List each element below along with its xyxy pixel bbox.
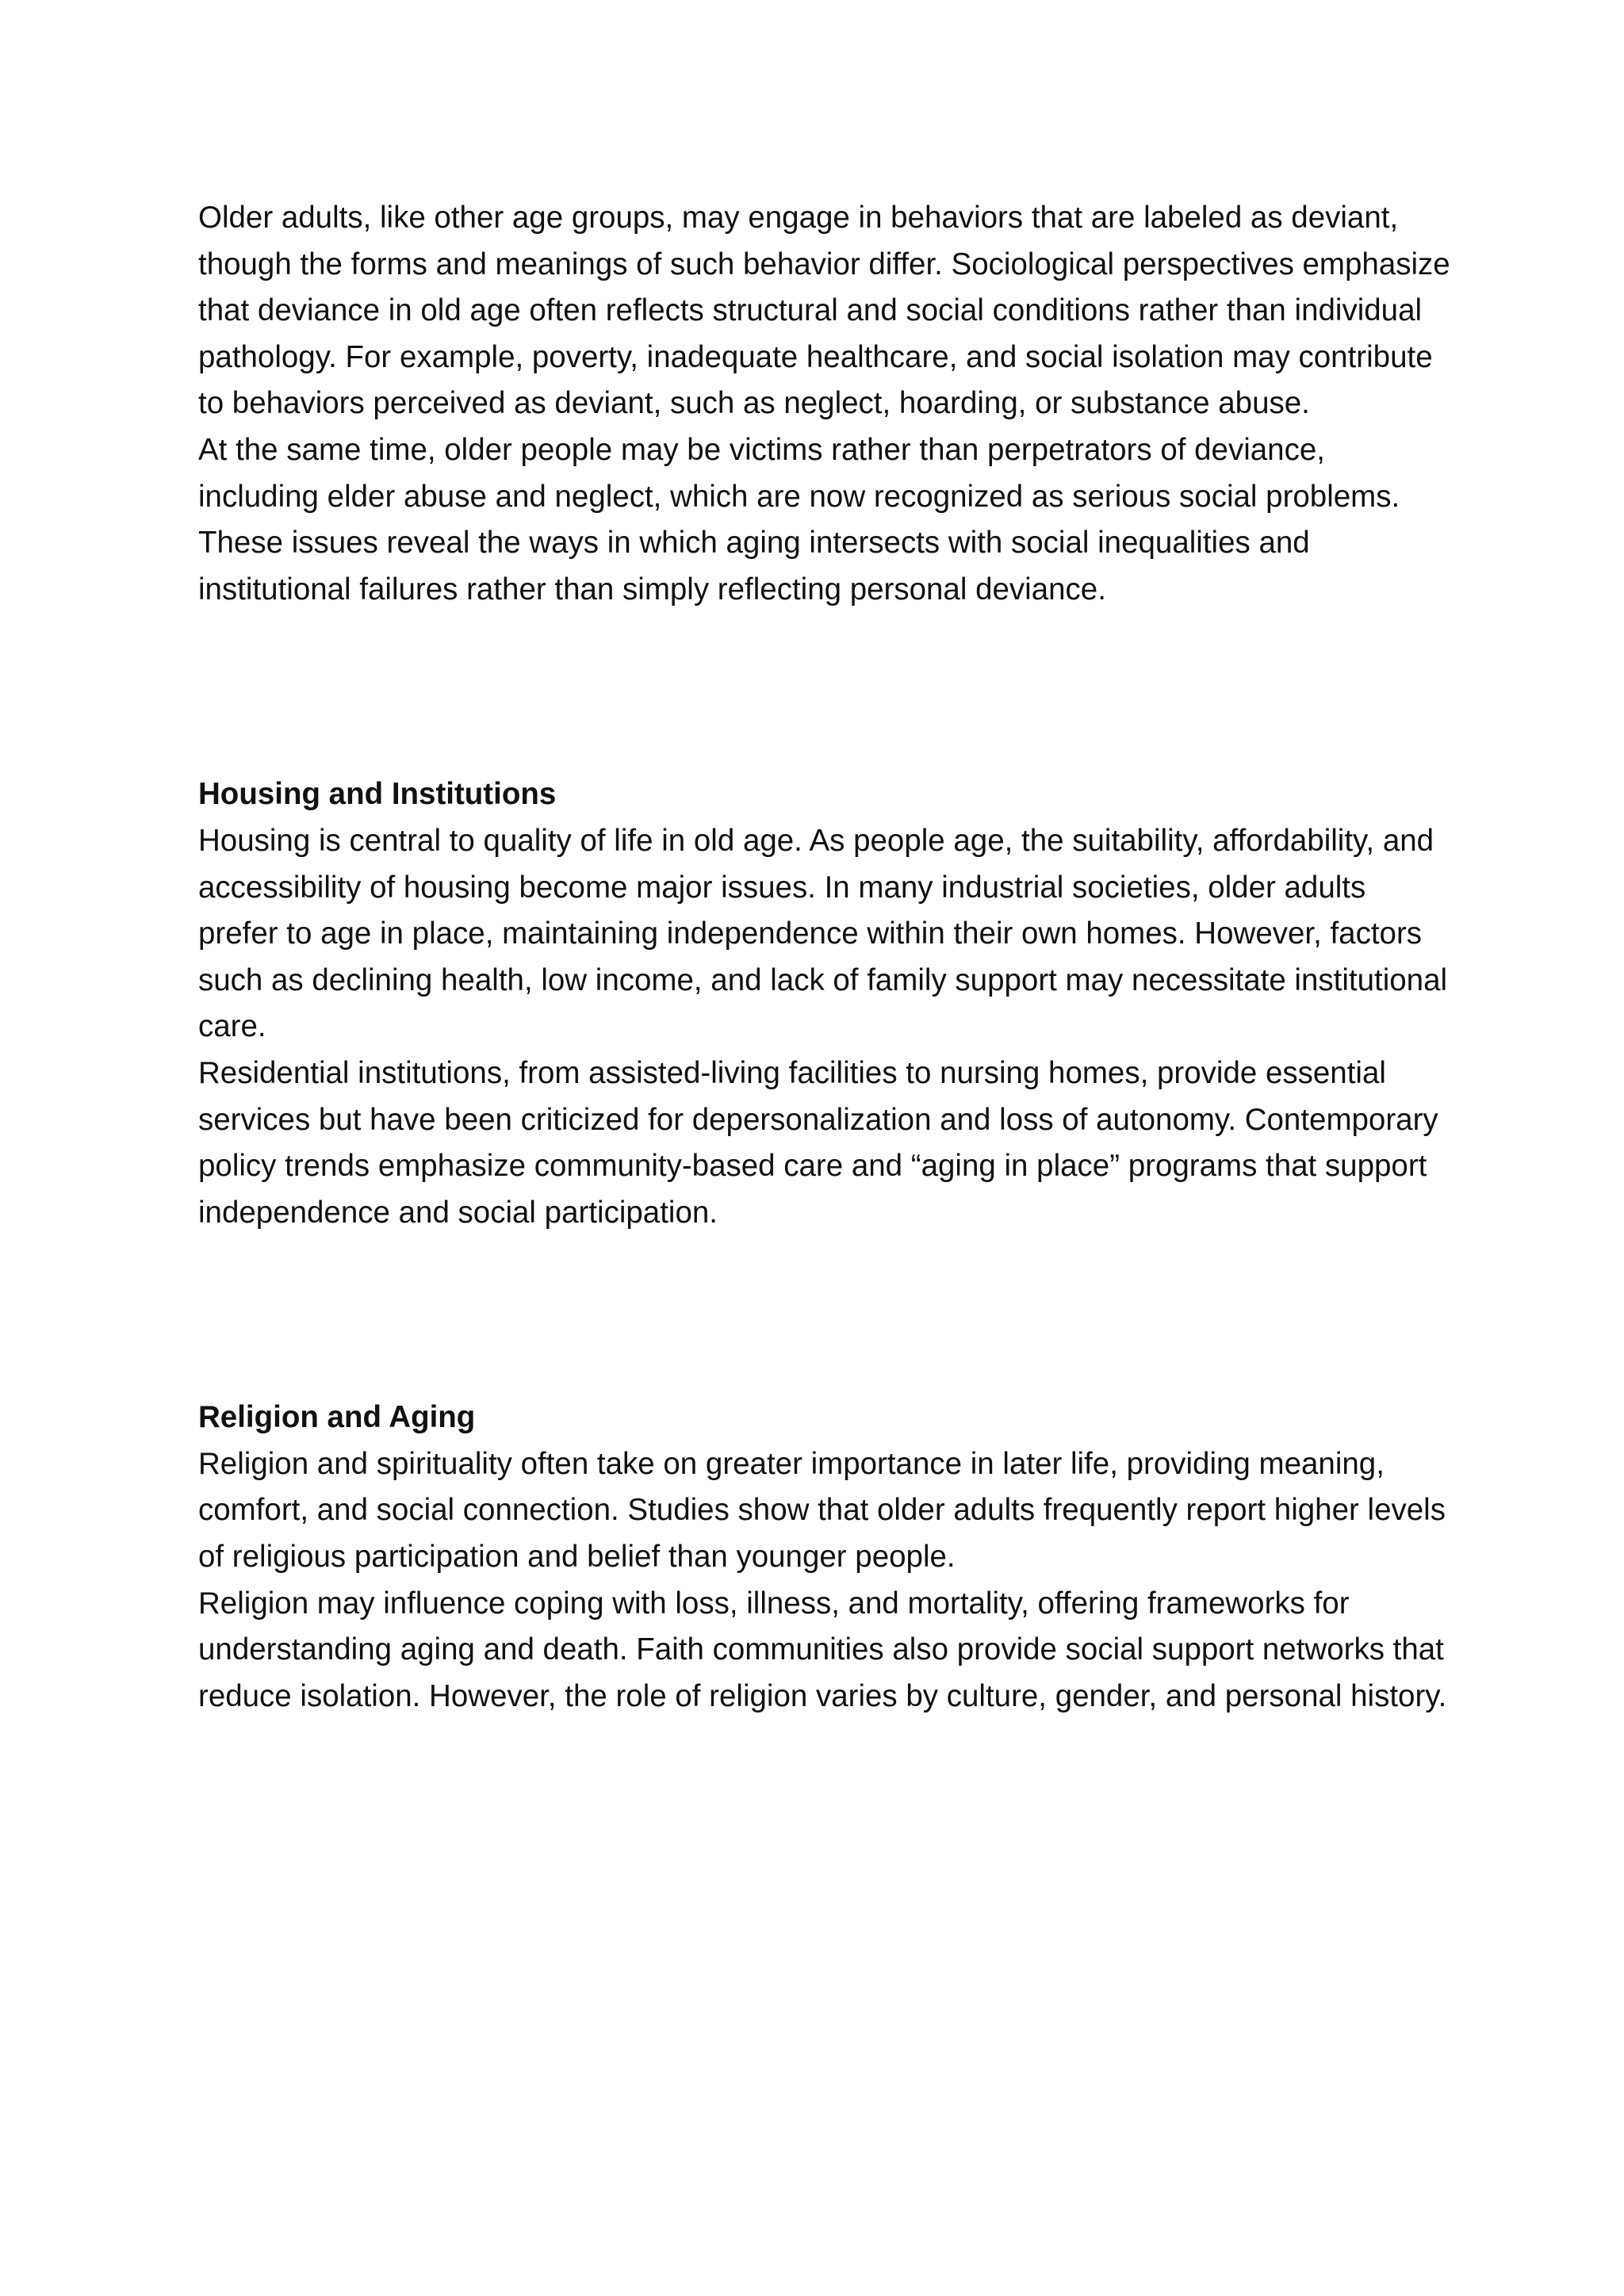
paragraph-religion-2: Religion may influence coping with loss, illness, and mortality, offering frameworks for understanding aging and death. Faith communities also provide social support networks that reduce isolation. However, the role of religion varies by culture, gender, and personal history. — [198, 1586, 1447, 1713]
heading-religion-and-aging: Religion and Aging — [198, 1400, 476, 1435]
paragraph-religion-1: Religion and spirituality often take on greater importance in later life, providing meaning, comfort, and social connection. Studies show that older adults frequently report higher levels of religious participation and belief than younger people. — [198, 1446, 1446, 1575]
paragraph-housing-2: Residential institutions, from assisted-living facilities to nursing homes, provide essential services but have been criticized for depersonalization and loss of autonomy. Contemporary policy trends emphasize community-based care and “aging in place” programs that support independence and social participation. — [198, 1055, 1438, 1230]
paragraph-deviance-2: At the same time, older people may be victims rather than perpetrators of deviance, including elder abuse and neglect, which are now recognized as serious social problems. These issues reveal the ways in which aging intersects with social inequalities and institutional failures rather than simply reflecting personal deviance. — [198, 432, 1400, 607]
paragraph-deviance-1: Older adults, like other age groups, may engage in behaviors that are labeled as deviant, though the forms and meanings of such behavior differ. Sociological perspectives emphasize that deviance in old age often reflects structural and social conditions rather than individual pathology. For example, poverty, inadequate healthcare, and social isolation may contribute to behaviors perceived as deviant, such as neglect, hoarding, or substance abuse. — [198, 201, 1450, 421]
paragraph-housing-1: Housing is central to quality of life in old age. As people age, the suitability, affordability, and accessibility of housing become major issues. In many industrial societies, older adults prefer to age in place, maintaining independence within their own homes. However, factors such as declining health, low income, and lack of family support may necessitate institutional care. — [198, 823, 1448, 1044]
heading-housing-and-institutions: Housing and Institutions — [198, 777, 557, 812]
document-body — [198, 195, 1451, 1720]
